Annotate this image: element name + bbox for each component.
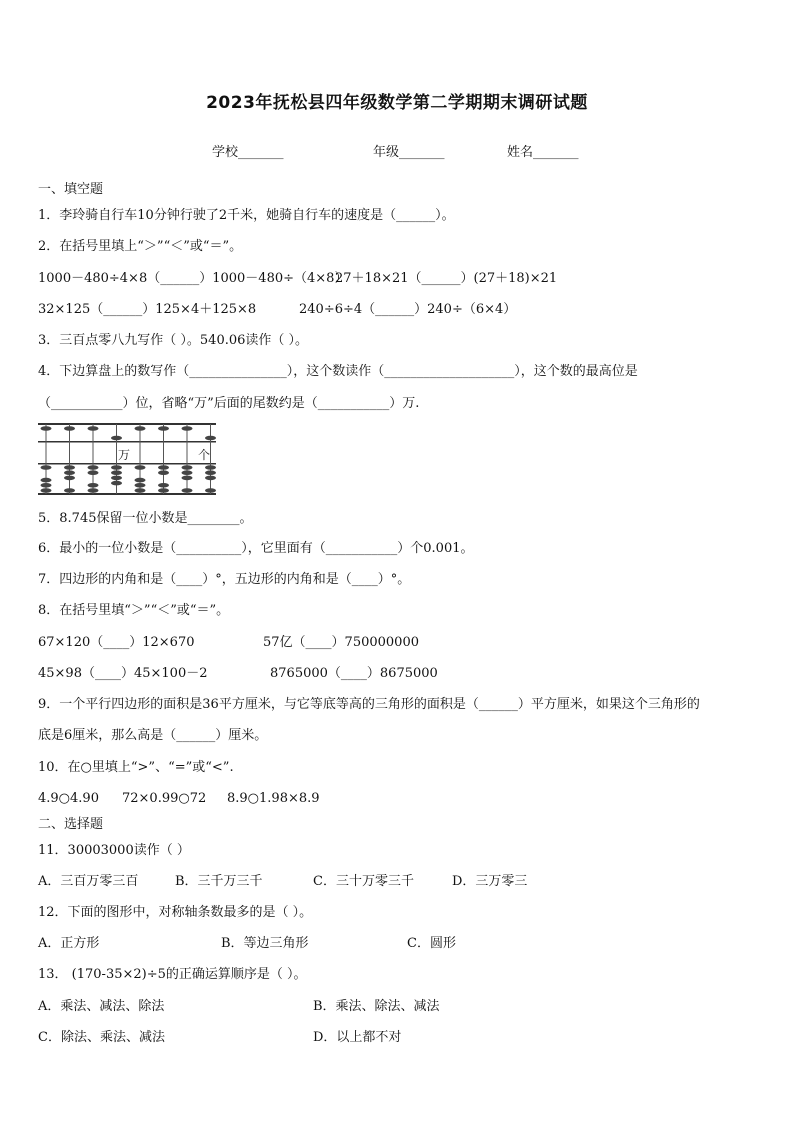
question-4-line2: （___________）位，省略“万”后面的尾数约是（___________）万. xyxy=(38,396,420,411)
abacus-lower-bead xyxy=(205,476,216,481)
question-12-option-b[interactable]: B．等边三角形 xyxy=(221,936,309,951)
abacus-lower-bead xyxy=(64,488,75,493)
page-title: 2023年抚松县四年级数学第二学期期末调研试题 xyxy=(206,93,588,113)
question-8a: 67×120（____）12×670 xyxy=(38,635,195,650)
question-7: 7．四边形的内角和是（____）°，五边形的内角和是（____）°。 xyxy=(38,572,411,587)
abacus-upper-bead xyxy=(135,426,146,431)
abacus-lower-bead xyxy=(205,488,216,493)
question-8: 8．在括号里填“＞”“＜”或“＝”。 xyxy=(38,603,230,618)
question-10c: 8.9○1.98×8.9 xyxy=(227,791,320,806)
abacus-lower-bead xyxy=(205,465,216,470)
abacus-lower-bead xyxy=(88,488,99,493)
abacus-lower-bead xyxy=(64,470,75,475)
section-heading-fill: 一、填空题 xyxy=(38,182,104,197)
abacus-lower-bead xyxy=(158,483,169,488)
abacus-label-wan: 万 xyxy=(118,448,131,462)
abacus-lower-bead xyxy=(111,470,122,475)
name-field: 姓名_______ xyxy=(507,145,579,160)
abacus-lower-bead xyxy=(182,470,193,475)
question-11-option-d[interactable]: D．三万零三 xyxy=(452,874,528,889)
abacus-label-ge: 个 xyxy=(198,448,211,462)
section-heading-choice: 二、选择题 xyxy=(38,817,104,832)
abacus-lower-bead xyxy=(158,470,169,475)
abacus-figure xyxy=(38,423,218,495)
abacus-lower-bead xyxy=(182,476,193,481)
grade-field: 年级_______ xyxy=(373,145,445,160)
abacus-upper-bead xyxy=(64,426,75,431)
abacus-lower-bead xyxy=(41,465,52,470)
question-2d: 240÷6÷4（______）240÷（6×4） xyxy=(299,302,517,317)
abacus-lower-bead xyxy=(41,478,52,483)
abacus-upper-bead xyxy=(158,426,169,431)
question-13-option-c[interactable]: C．除法、乘法、减法 xyxy=(38,1030,165,1045)
abacus-lower-bead xyxy=(182,488,193,493)
abacus-lower-bead xyxy=(111,481,122,486)
abacus-lower-bead xyxy=(88,470,99,475)
question-10: 10．在○里填上“>”、“=”或“<”. xyxy=(38,760,234,775)
abacus-lower-bead xyxy=(158,465,169,470)
abacus-lower-bead xyxy=(182,465,193,470)
question-2b: 27＋18×21（______）(27＋18)×21 xyxy=(335,271,558,286)
question-9-line2: 底是6厘米，那么高是（______）厘米。 xyxy=(38,728,268,743)
question-6: 6．最小的一位小数是（__________），它里面有（___________）个0.001。 xyxy=(38,541,474,556)
question-11-option-b[interactable]: B．三千万三千 xyxy=(175,874,263,889)
question-2c: 32×125（______）125×4＋125×8 xyxy=(38,302,257,317)
question-3: 3．三百点零八九写作（ ）。540.06读作（ ）。 xyxy=(38,333,309,348)
abacus-upper-bead xyxy=(111,436,122,441)
question-10b: 72×0.99○72 xyxy=(122,791,207,806)
question-11: 11．30003000读作（ ） xyxy=(38,843,190,858)
question-8d: 8765000（____）8675000 xyxy=(270,666,438,681)
question-8c: 45×98（____）45×100－2 xyxy=(38,666,208,681)
abacus-lower-bead xyxy=(88,465,99,470)
abacus-lower-bead xyxy=(111,465,122,470)
question-2a: 1000－480÷4×8（______）1000－480÷（4×8） xyxy=(38,271,348,286)
abacus-lower-bead xyxy=(64,465,75,470)
question-5: 5．8.745保留一位小数是________。 xyxy=(38,511,253,526)
abacus-upper-bead xyxy=(205,436,216,441)
question-12: 12．下面的图形中，对称轴条数最多的是（ ）。 xyxy=(38,905,313,920)
question-8b: 57亿（____）750000000 xyxy=(263,635,419,650)
question-13-option-b[interactable]: B．乘法、除法、减法 xyxy=(313,999,440,1014)
abacus-lower-bead xyxy=(88,483,99,488)
abacus-lower-bead xyxy=(41,488,52,493)
abacus-lower-bead xyxy=(135,478,146,483)
question-12-option-a[interactable]: A．正方形 xyxy=(38,936,100,951)
abacus-lower-bead xyxy=(135,465,146,470)
question-13-option-d[interactable]: D．以上都不对 xyxy=(313,1030,402,1045)
question-11-option-c[interactable]: C．三十万零三千 xyxy=(313,874,414,889)
abacus-upper-bead xyxy=(41,426,52,431)
question-13-option-a[interactable]: A．乘法、减法、除法 xyxy=(38,999,165,1014)
question-13: 13． (170-35×2)÷5的正确运算顺序是（ ）。 xyxy=(38,967,307,982)
question-2: 2．在括号里填上“＞”“＜”或“＝”。 xyxy=(38,239,243,254)
abacus-lower-bead xyxy=(205,470,216,475)
abacus-upper-bead xyxy=(88,426,99,431)
question-1: 1．李玲骑自行车10分钟行驶了2千米，她骑自行车的速度是（______）。 xyxy=(38,208,455,223)
abacus-lower-bead xyxy=(135,488,146,493)
abacus-upper-bead xyxy=(182,426,193,431)
abacus-lower-bead xyxy=(135,483,146,488)
question-10a: 4.9○4.90 xyxy=(38,791,99,806)
question-11-option-a[interactable]: A．三百万零三百 xyxy=(38,874,139,889)
abacus-lower-bead xyxy=(158,488,169,493)
abacus-lower-bead xyxy=(111,476,122,481)
question-9-line1: 9．一个平行四边形的面积是36平方厘米，与它等底等高的三角形的面积是（______）平方厘米，如果这个三角形的 xyxy=(38,697,700,712)
question-12-option-c[interactable]: C．圆形 xyxy=(407,936,456,951)
abacus-lower-bead xyxy=(41,483,52,488)
abacus-lower-bead xyxy=(64,476,75,481)
question-4-line1: 4．下边算盘上的数写作（_______________），这个数读作（____________________），这个数的最高位是 xyxy=(38,364,638,379)
school-field: 学校_______ xyxy=(212,145,284,160)
